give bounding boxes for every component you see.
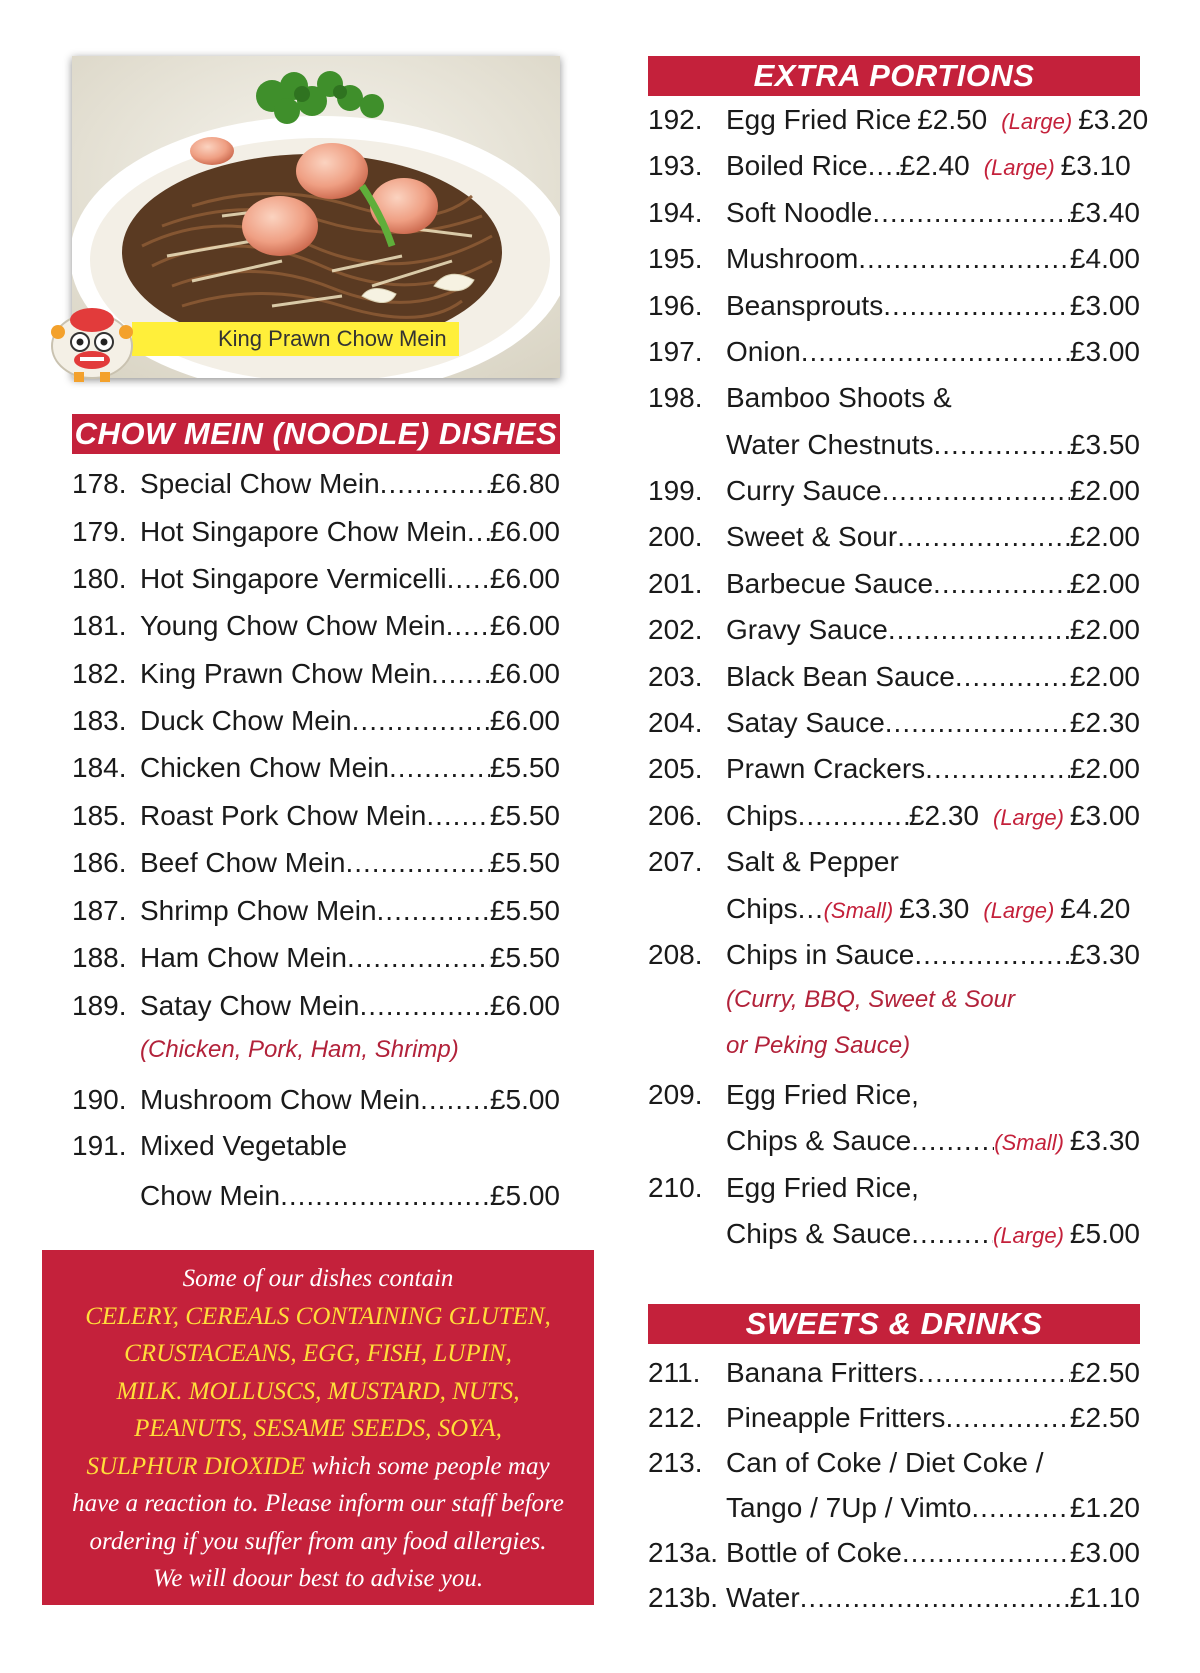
item-price: £5.00 <box>489 1180 560 1211</box>
menu-item <box>72 514 560 550</box>
dot-leader <box>858 241 1070 277</box>
item-name: Chips <box>726 893 798 924</box>
menu-item <box>648 195 1140 231</box>
photo-caption: King Prawn Chow Mein <box>132 322 459 356</box>
menu-item <box>648 1400 1140 1436</box>
menu-item <box>648 1355 1140 1391</box>
item-name: Onion <box>726 336 801 367</box>
chow-mein-section-header: CHOW MEIN (NOODLE) DISHES <box>72 414 560 454</box>
item-name: Beef Chow Mein <box>140 847 346 878</box>
dot-leader <box>971 1490 1070 1526</box>
menu-item <box>648 1535 1140 1571</box>
item-number: 187. <box>72 895 127 926</box>
item-name: Chow Mein <box>140 1180 281 1211</box>
item-price: £3.00 <box>1069 290 1140 321</box>
item-name: Chips & Sauce <box>726 1125 912 1156</box>
item-number: 189. <box>72 990 127 1021</box>
item-number: 197. <box>648 336 703 367</box>
dot-leader <box>801 334 1070 370</box>
dot-leader <box>955 659 1070 695</box>
dot-leader <box>933 566 1070 602</box>
item-number: 201. <box>648 568 703 599</box>
dot-leader <box>902 1535 1070 1571</box>
dot-leader <box>280 1178 490 1214</box>
item-price: £6.00 <box>489 990 560 1021</box>
menu-item-continuation <box>726 1123 1140 1159</box>
item-price: £2.30 <box>908 800 979 831</box>
dot-leader <box>467 514 490 550</box>
item-price: £6.80 <box>489 468 560 499</box>
item-name: Sweet & Sour <box>726 521 898 552</box>
allergy-text: which some people may <box>305 1452 550 1480</box>
item-price: £5.50 <box>489 800 560 831</box>
size-label: (Small) <box>823 898 894 923</box>
item-name: Satay Chow Mein <box>140 990 360 1021</box>
item-price: £3.50 <box>1069 429 1140 460</box>
item-price: £5.00 <box>489 1084 560 1115</box>
allergy-line: We will doour best to advise you. <box>152 1565 484 1592</box>
dot-leader <box>800 1580 1070 1616</box>
item-number: 209. <box>648 1079 703 1110</box>
dot-leader <box>945 1400 1069 1436</box>
item-price-large: £3.10 <box>1060 150 1131 181</box>
dot-leader <box>447 561 490 597</box>
item-price: £4.00 <box>1069 243 1140 274</box>
menu-item <box>648 519 1140 555</box>
item-name: Young Chow Chow Mein <box>140 610 446 641</box>
item-name: Hot Singapore Chow Mein <box>140 516 467 547</box>
dot-leader <box>872 195 1070 231</box>
allergy-line: ordering if you suffer from any food allergies. <box>89 1527 547 1555</box>
allergy-line: have a reaction to. Please inform our staff before <box>72 1490 564 1517</box>
item-number: 207. <box>648 846 703 877</box>
item-number: 179. <box>72 516 127 547</box>
item-name: Mushroom Chow Mein <box>140 1084 421 1115</box>
menu-item <box>72 845 560 881</box>
menu-item <box>72 1082 560 1118</box>
item-name: Banana Fritters <box>726 1357 918 1388</box>
menu-item <box>648 380 1140 416</box>
item-price: £2.50 <box>917 104 988 135</box>
item-number: 184. <box>72 752 127 783</box>
allergy-line: Some of our dishes contain <box>182 1265 454 1292</box>
item-price: £3.00 <box>1069 336 1140 367</box>
item-price: £2.00 <box>1069 521 1140 552</box>
item-number: 194. <box>648 197 703 228</box>
menu-item <box>648 1077 1140 1113</box>
item-price-large: £3.00 <box>1069 800 1140 831</box>
dish-photo <box>72 56 560 378</box>
item-price: £2.00 <box>1069 475 1140 506</box>
sauce-options-note: (Curry, BBQ, Sweet & Sour <box>726 986 1015 1013</box>
item-number: 200. <box>648 521 703 552</box>
item-name: Bottle of Coke <box>726 1537 902 1568</box>
item-name: Boiled Rice <box>726 150 868 181</box>
allergy-line <box>42 1448 594 1486</box>
item-number: 212. <box>648 1402 703 1433</box>
size-label: (Large) <box>983 155 1055 180</box>
dot-leader <box>868 148 900 184</box>
dot-leader <box>426 798 490 834</box>
menu-item <box>648 241 1140 277</box>
item-name: Egg Fried Rice, <box>726 1079 919 1110</box>
item-number: 185. <box>72 800 127 831</box>
menu-item <box>72 893 560 929</box>
item-number: 205. <box>648 753 703 784</box>
item-price: £3.30 <box>1069 939 1140 970</box>
sauce-options-note: or Peking Sauce) <box>726 1032 911 1059</box>
size-label: (Large) <box>993 805 1064 830</box>
dot-leader <box>883 288 1070 324</box>
item-name: Beansprouts <box>726 290 884 321</box>
menu-item <box>648 334 1140 370</box>
item-name: Prawn Crackers <box>726 753 926 784</box>
item-number: 180. <box>72 563 127 594</box>
allergen-list-line: PEANUTS, SESAME SEEDS, SOYA, <box>134 1415 502 1442</box>
item-price: £3.30 <box>1069 1125 1140 1156</box>
item-price: £3.30 <box>899 893 970 924</box>
item-price: £3.40 <box>1069 197 1140 228</box>
item-price: £2.00 <box>1069 753 1140 784</box>
menu-item <box>648 148 1140 184</box>
menu-item <box>72 466 560 502</box>
item-name: Egg Fried Rice <box>726 104 912 135</box>
item-price: £2.40 <box>899 150 970 181</box>
item-number: 182. <box>72 658 127 689</box>
dot-leader <box>897 519 1070 555</box>
menu-item <box>72 608 560 644</box>
item-number: 210. <box>648 1172 703 1203</box>
item-price: £2.50 <box>1069 1402 1140 1433</box>
dot-leader <box>885 705 1070 741</box>
item-name: Water Chestnuts <box>726 429 934 460</box>
item-number: 204. <box>648 707 703 738</box>
dot-leader <box>431 656 490 692</box>
item-price: £3.00 <box>1069 1537 1140 1568</box>
menu-item-continuation <box>726 427 1140 463</box>
menu-item <box>72 703 560 739</box>
item-name: Satay Sauce <box>726 707 885 738</box>
sweets-drinks-section-header: SWEETS & DRINKS <box>648 1304 1140 1344</box>
item-number: 188. <box>72 942 127 973</box>
item-price: £2.50 <box>1069 1357 1140 1388</box>
dot-leader <box>359 988 489 1024</box>
item-price: £6.00 <box>489 705 560 736</box>
item-name: Hot Singapore Vermicelli <box>140 563 447 594</box>
item-price: £1.20 <box>1069 1492 1140 1523</box>
item-number: 198. <box>648 382 703 413</box>
item-number: 208. <box>648 939 703 970</box>
item-name: Chips <box>726 800 798 831</box>
item-number: 213a. <box>648 1537 719 1568</box>
extra-portions-section-header: EXTRA PORTIONS <box>648 56 1140 96</box>
menu-item <box>72 988 560 1024</box>
item-number: 181. <box>72 610 127 641</box>
item-name: Egg Fried Rice, <box>726 1172 919 1203</box>
item-name: Water <box>726 1582 800 1613</box>
item-price: £5.50 <box>489 895 560 926</box>
item-number: 211. <box>648 1357 701 1388</box>
menu-item <box>72 656 560 692</box>
menu-item <box>648 1445 1140 1481</box>
item-price-large: £3.20 <box>1078 104 1149 135</box>
menu-item <box>648 102 1149 138</box>
item-price: £6.00 <box>489 563 560 594</box>
item-name: Curry Sauce <box>726 475 882 506</box>
item-name: Can of Coke / Diet Coke / <box>726 1447 1044 1478</box>
item-name: Chips in Sauce <box>726 939 915 970</box>
dot-leader <box>925 751 1070 787</box>
item-number: 213b. <box>648 1582 719 1613</box>
lion-mascot-icon <box>44 302 140 384</box>
menu-item <box>648 659 1140 695</box>
dot-leader <box>352 703 490 739</box>
item-name: King Prawn Chow Mein <box>140 658 432 689</box>
size-label: (Large) <box>993 1223 1064 1248</box>
menu-item <box>72 750 560 786</box>
dot-leader <box>420 1082 490 1118</box>
allergen-list-line: CRUSTACEANS, EGG, FISH, LUPIN, <box>124 1340 512 1367</box>
allergen-list-line: CELERY, CEREALS CONTAINING GLUTEN, <box>85 1302 551 1330</box>
item-price: £5.00 <box>1069 1218 1140 1249</box>
dot-leader <box>377 893 490 929</box>
item-name: Gravy Sauce <box>726 614 888 645</box>
satay-options-note: (Chicken, Pork, Ham, Shrimp) <box>140 1036 459 1063</box>
item-name: Salt & Pepper <box>726 846 899 877</box>
item-number: 192. <box>648 104 703 135</box>
item-number: 206. <box>648 800 703 831</box>
dot-leader <box>380 466 490 502</box>
allergen-list-line: MILK. MOLLUSCS, MUSTARD, NUTS, <box>116 1377 520 1405</box>
dot-leader <box>917 1355 1070 1391</box>
menu-item-continuation <box>140 1178 560 1214</box>
item-name: Soft Noodle <box>726 197 873 228</box>
item-number: 183. <box>72 705 127 736</box>
dot-leader <box>798 798 909 834</box>
dot-leader <box>888 612 1070 648</box>
item-name: Shrimp Chow Mein <box>140 895 377 926</box>
menu-item <box>648 1170 1140 1206</box>
item-number: 193. <box>648 150 703 181</box>
dot-leader <box>345 845 489 881</box>
item-name: Roast Pork Chow Mein <box>140 800 427 831</box>
menu-item <box>648 288 1140 324</box>
menu-item-continuation <box>726 1490 1140 1526</box>
dot-leader <box>914 937 1070 973</box>
allergy-notice <box>42 1250 594 1605</box>
item-price: £6.00 <box>489 658 560 689</box>
item-price: £6.00 <box>489 516 560 547</box>
item-price: £2.00 <box>1069 614 1140 645</box>
menu-item-continuation <box>726 891 1140 927</box>
item-name: Black Bean Sauce <box>726 661 955 692</box>
menu-item <box>72 1128 560 1164</box>
item-number: 195. <box>648 243 703 274</box>
dot-leader <box>389 750 490 786</box>
size-label: (Small) <box>994 1130 1064 1155</box>
item-number: 190. <box>72 1084 127 1115</box>
dot-leader <box>347 940 490 976</box>
item-name: Ham Chow Mein <box>140 942 347 973</box>
item-number: 213. <box>648 1447 703 1478</box>
menu-item <box>648 566 1140 602</box>
item-name: Tango / 7Up / Vimto <box>726 1492 972 1523</box>
item-price-large: £4.20 <box>1060 893 1131 924</box>
item-price: £5.50 <box>489 752 560 783</box>
menu-item-continuation <box>726 1216 1140 1252</box>
menu-item <box>648 612 1140 648</box>
dot-leader <box>911 1216 993 1252</box>
menu-item <box>72 940 560 976</box>
dot-leader <box>911 1123 994 1159</box>
item-number: 203. <box>648 661 703 692</box>
menu-item <box>72 798 560 834</box>
menu-item <box>648 473 1140 509</box>
item-number: 199. <box>648 475 703 506</box>
item-price: £5.50 <box>489 847 560 878</box>
item-name: Pineapple Fritters <box>726 1402 946 1433</box>
menu-item <box>648 844 1140 880</box>
item-number: 191. <box>72 1130 127 1161</box>
allergen-sulphur: SULPHUR DIOXIDE <box>86 1452 306 1480</box>
item-name: Mixed Vegetable <box>140 1130 348 1161</box>
item-number: 186. <box>72 847 127 878</box>
item-name: Bamboo Shoots & <box>726 382 952 413</box>
item-name: Mushroom <box>726 243 859 274</box>
size-label: (Large) <box>983 898 1055 923</box>
item-price: £2.00 <box>1069 661 1140 692</box>
menu-item <box>648 751 1140 787</box>
item-name: Special Chow Mein <box>140 468 380 499</box>
menu-item <box>648 798 1140 834</box>
item-number: 178. <box>72 468 127 499</box>
item-price: £2.00 <box>1069 568 1140 599</box>
dot-leader <box>882 473 1070 509</box>
item-name: Chicken Chow Mein <box>140 752 389 783</box>
item-name: Chips & Sauce <box>726 1218 912 1249</box>
menu-item <box>648 937 1140 973</box>
menu-item <box>648 1580 1140 1616</box>
item-price: £6.00 <box>489 610 560 641</box>
dot-leader <box>798 891 824 927</box>
item-price: £1.10 <box>1069 1582 1140 1613</box>
item-price: £2.30 <box>1069 707 1140 738</box>
menu-item <box>648 705 1140 741</box>
item-name: Duck Chow Mein <box>140 705 352 736</box>
size-label: (Large) <box>1001 109 1073 134</box>
dot-leader <box>446 608 490 644</box>
item-number: 196. <box>648 290 703 321</box>
item-price: £5.50 <box>489 942 560 973</box>
item-number: 202. <box>648 614 703 645</box>
dot-leader <box>933 427 1069 463</box>
menu-item <box>72 561 560 597</box>
item-name: Barbecue Sauce <box>726 568 934 599</box>
